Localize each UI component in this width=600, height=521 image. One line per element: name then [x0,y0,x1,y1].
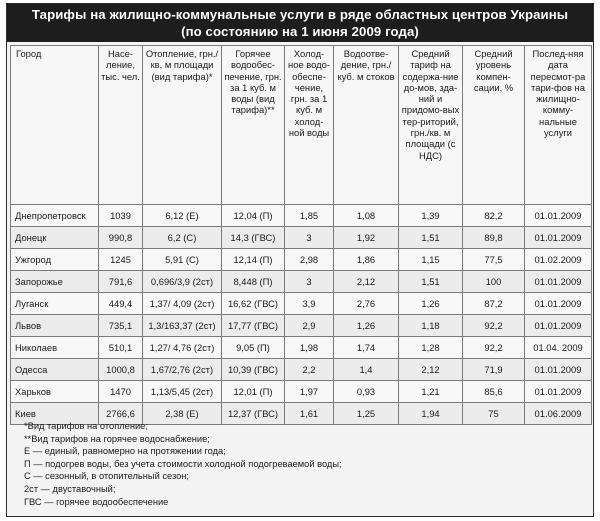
table-cell: 01.01.2009 [525,315,592,337]
table-cell: 1470 [99,381,143,403]
city-name-cell: Киев [11,403,99,425]
tariff-table [10,45,592,425]
table-cell: 1,3/163,37 (2ст) [143,315,222,337]
table-cell: 01.06.2009 [525,403,592,425]
table-row [11,227,592,249]
table-cell: 01.01.2009 [525,359,592,381]
table-row [11,293,592,315]
footnote-line: ГВС — горячее водообеспечение [24,496,169,507]
table-cell: 1,25 [334,403,399,425]
column-header: Послед-няя дата пересмот-ра тари-фов на жилищно-комму-нальные услуги [525,46,592,205]
footnote-line: *Вид тарифов на отопление; [24,421,148,431]
table-cell: 1,94 [399,403,463,425]
table-cell: 01.01.2009 [525,271,592,293]
footnote-line: **Вид тарифов на горячее водоснабжение; [24,433,210,444]
table-cell: 990,8 [99,227,143,249]
table-cell: 9,05 (П) [222,337,285,359]
city-name-cell: Донецк [11,227,99,249]
table-cell: 01.01.2009 [525,205,592,227]
city-name-cell: Луганск [11,293,99,315]
table-cell: 3,9 [285,293,334,315]
table-cell: 1,26 [399,293,463,315]
table-cell: 12,01 (П) [222,381,285,403]
column-header: Город [11,46,99,205]
footnote-line: Е — единый, равномерно на протяжении года; [24,446,226,457]
table-cell: 1,21 [399,381,463,403]
table-cell: 12,37 (ГВС) [222,403,285,425]
table-cell: 14,3 (ГВС) [222,227,285,249]
table-cell: 1,26 [334,315,399,337]
table-cell: 791,6 [99,271,143,293]
table-cell: 12,04 (П) [222,205,285,227]
city-name-cell: Запорожье [11,271,99,293]
table-cell: 1,27/ 4,76 (2ст) [143,337,222,359]
table-cell: 735,1 [99,315,143,337]
table-cell: 01.04. 2009 [525,337,592,359]
table-row [11,249,592,271]
table-cell: 1,4 [334,359,399,381]
column-header: Средний уровень компен-сации, % [463,46,525,205]
table-cell: 71,9 [463,359,525,381]
column-header: Водоотве-дение, грн./куб. м стоков [334,46,399,205]
table-cell: 17,77 (ГВС) [222,315,285,337]
table-row [11,205,592,227]
table-cell: 1,08 [334,205,399,227]
table-cell: 1,67/2,76 (2ст) [143,359,222,381]
table-cell: 2,9 [285,315,334,337]
footnotes [24,420,584,508]
table-cell: 0,696/3,9 (2ст) [143,271,222,293]
table-cell: 01.02.2009 [525,249,592,271]
table-cell: 1,13/5,45 (2ст) [143,381,222,403]
tariff-table-frame [6,3,594,517]
table-cell: 1,39 [399,205,463,227]
table-cell: 1,51 [399,227,463,249]
table-cell: 77,5 [463,249,525,271]
table-cell: 2,38 (Е) [143,403,222,425]
table-cell: 01.01.2009 [525,227,592,249]
table-cell: 0,93 [334,381,399,403]
table-cell: 2,12 [399,359,463,381]
table-cell: 2,12 [334,271,399,293]
column-header: Холод-ное водо-обеспе-чение, грн. за 1 куб. м холод-ной воды [285,46,334,205]
table-title [7,4,593,42]
footnote-line: С — сезонный, в отопительный сезон; [24,471,190,482]
table-cell: 1,15 [399,249,463,271]
table-row [11,359,592,381]
city-name-cell: Львов [11,315,99,337]
table-cell: 12,14 (П) [222,249,285,271]
table-cell: 6,12 (Е) [143,205,222,227]
table-cell: 01.01.2009 [525,293,592,315]
table-cell: 1,37/ 4,09 (2ст) [143,293,222,315]
column-header: Насе-ление, тыс. чел. [99,46,143,205]
table-cell: 8,448 (П) [222,271,285,293]
table-cell: 92,2 [463,337,525,359]
table-cell: 449,4 [99,293,143,315]
table-cell: 87,2 [463,293,525,315]
table-cell: 3 [285,271,334,293]
table-cell: 1245 [99,249,143,271]
table-cell: 1,97 [285,381,334,403]
table-cell: 6,2 (С) [143,227,222,249]
table-cell: 1000,8 [99,359,143,381]
table-cell: 1,28 [399,337,463,359]
table-row [11,381,592,403]
table-cell: 1,51 [399,271,463,293]
city-name-cell: Ужгород [11,249,99,271]
table-row [11,271,592,293]
table-cell: 92,2 [463,315,525,337]
column-header: Средний тариф на содержа-ние до-мов, зда-ний и придомо-вых тер-риторий, грн./кв. м площади (с НДС) [399,46,463,205]
column-header: Отопление, грн./кв. м площади (вид тарифа)* [143,46,222,205]
table-cell: 1039 [99,205,143,227]
city-name-cell: Одесса [11,359,99,381]
table-cell: 1,85 [285,205,334,227]
table-cell: 1,74 [334,337,399,359]
table-cell: 3 [285,227,334,249]
title-line-2: (по состоянию на 1 июня 2009 года) [181,24,419,39]
table-cell: 2,76 [334,293,399,315]
table-cell: 2766,6 [99,403,143,425]
title-line-1: Тарифы на жилищно-коммунальные услуги в ряде областных центров Украины [31,7,569,22]
table-cell: 2,98 [285,249,334,271]
table-cell: 16,62 (ГВС) [222,293,285,315]
table-cell: 89,8 [463,227,525,249]
table-cell: 85,6 [463,381,525,403]
footnote-line: 2ст — двуставочный; [24,483,116,494]
table-cell: 82,2 [463,205,525,227]
table-cell: 1,18 [399,315,463,337]
city-name-cell: Николаев [11,337,99,359]
table-cell: 1,86 [334,249,399,271]
table-cell: 510,1 [99,337,143,359]
table-cell: 1,61 [285,403,334,425]
table-cell: 01.01.2009 [525,381,592,403]
city-name-cell: Днепропетровск [11,205,99,227]
table-row [11,337,592,359]
table-row [11,315,592,337]
table-cell: 1,92 [334,227,399,249]
table-cell: 1,98 [285,337,334,359]
footnote-line: П — подогрев воды, без учета стоимости холодной подогреваемой воды; [24,458,342,469]
table-cell: 100 [463,271,525,293]
table-cell: 75 [463,403,525,425]
header-row [11,46,592,205]
table-cell: 5,91 (С) [143,249,222,271]
table-cell: 2,2 [285,359,334,381]
table-cell: 10,39 (ГВС) [222,359,285,381]
city-name-cell: Харьков [11,381,99,403]
column-header: Горячее водообес-печение, грн. за 1 куб. м воды (вид тарифа)** [222,46,285,205]
